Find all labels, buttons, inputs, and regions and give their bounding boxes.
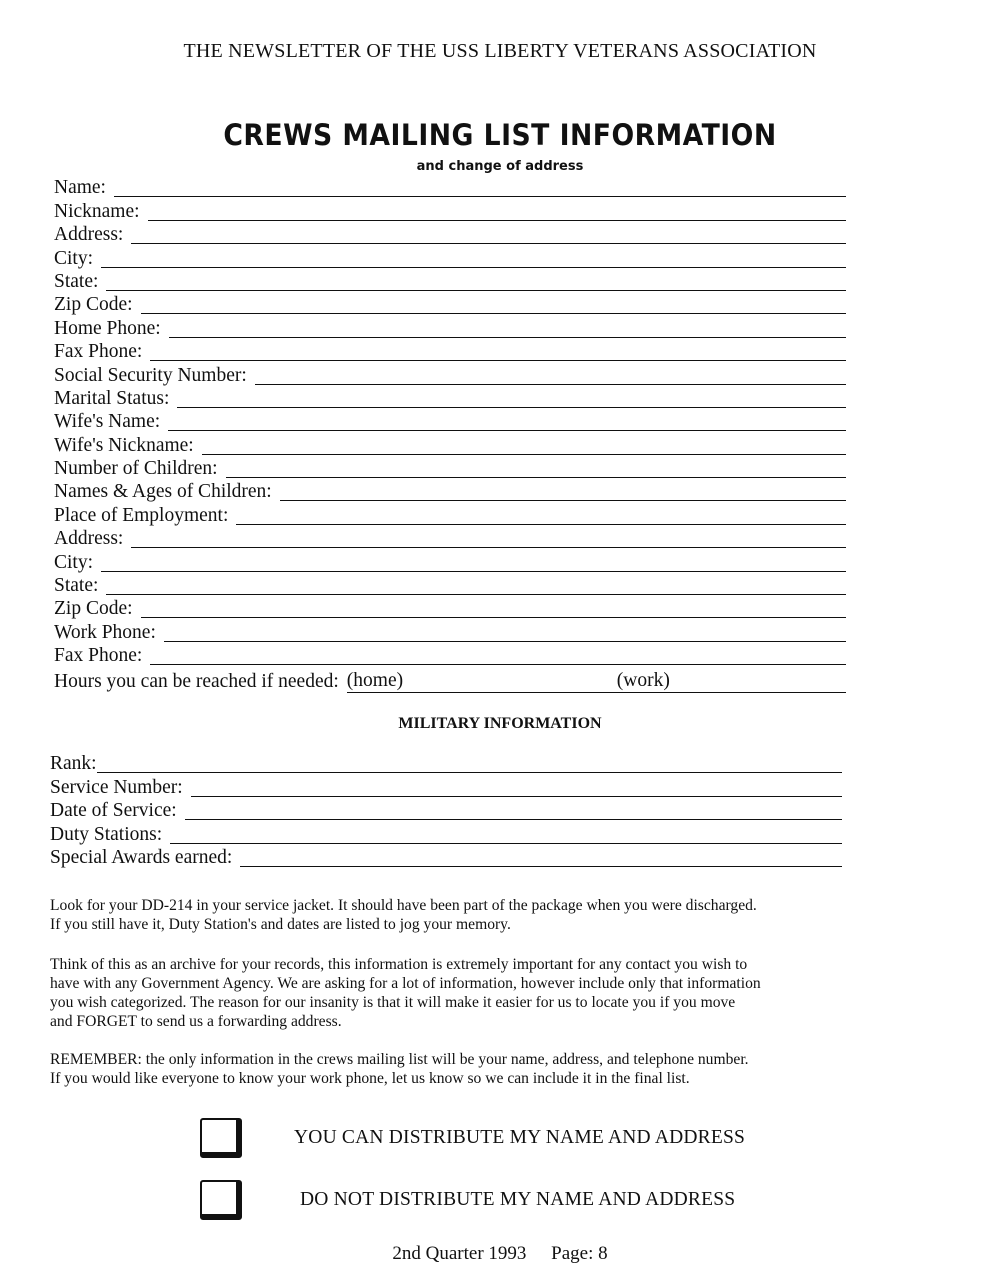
- field-work-city[interactable]: [54, 550, 846, 573]
- field-label: State:: [54, 575, 99, 597]
- field-label: Service Number:: [50, 776, 183, 798]
- input-line[interactable]: [236, 523, 846, 525]
- input-line[interactable]: [150, 663, 846, 665]
- hours-home-label: (home): [346, 670, 404, 692]
- hours-work-label: (work): [616, 670, 670, 692]
- field-duty-stations[interactable]: [50, 822, 842, 845]
- field-number-of-children[interactable]: [54, 457, 846, 480]
- field-date-of-service[interactable]: [50, 799, 842, 822]
- input-line[interactable]: [106, 289, 846, 291]
- field-label: Social Security Number:: [54, 364, 247, 386]
- field-marital-status[interactable]: [54, 387, 846, 410]
- field-city[interactable]: [54, 246, 846, 269]
- input-line[interactable]: [131, 242, 846, 244]
- field-label: Date of Service:: [50, 800, 177, 822]
- input-line[interactable]: [185, 818, 842, 820]
- issue-label: 2nd Quarter 1993: [392, 1243, 527, 1264]
- field-label: Duty Stations:: [50, 823, 163, 845]
- input-line[interactable]: [114, 195, 846, 197]
- input-line[interactable]: [101, 570, 846, 572]
- input-line[interactable]: [169, 336, 846, 338]
- field-label: Wife's Name:: [54, 411, 161, 433]
- input-line[interactable]: [255, 383, 846, 385]
- field-work-fax-phone[interactable]: [54, 644, 846, 667]
- field-label: Rank:: [50, 753, 97, 775]
- field-address[interactable]: [54, 223, 846, 246]
- input-line[interactable]: [164, 640, 846, 642]
- paragraph-line: Think of this as an archive for your records, this information is extremely important for any contact you wish to: [50, 956, 748, 973]
- field-work-phone[interactable]: [54, 620, 846, 643]
- archive-paragraph: [50, 955, 910, 1031]
- field-service-number[interactable]: [50, 775, 842, 798]
- field-label: Number of Children:: [54, 458, 218, 480]
- field-ssn[interactable]: [54, 363, 846, 386]
- input-line[interactable]: [141, 616, 846, 618]
- field-label: Work Phone:: [54, 621, 156, 643]
- paragraph-line: Look for your DD-214 in your service jacket. It should have been part of the package when you were discharged.: [50, 897, 757, 914]
- dd214-paragraph: [50, 896, 910, 934]
- input-line[interactable]: [177, 406, 846, 408]
- input-line[interactable]: [240, 865, 842, 867]
- field-state[interactable]: [54, 270, 846, 293]
- field-label: Zip Code:: [54, 598, 133, 620]
- do-not-distribute-label: DO NOT DISTRIBUTE MY NAME AND ADDRESS: [300, 1189, 736, 1210]
- input-line[interactable]: [280, 499, 846, 501]
- field-wifes-name[interactable]: [54, 410, 846, 433]
- option-distribute[interactable]: [200, 1118, 745, 1158]
- remember-paragraph: [50, 1050, 910, 1088]
- field-label: Address:: [54, 224, 124, 246]
- field-hours-reachable[interactable]: [54, 667, 846, 693]
- paragraph-line: and FORGET to send us a forwarding address.: [50, 1013, 342, 1030]
- field-label: Zip Code:: [54, 294, 133, 316]
- field-label: Special Awards earned:: [50, 846, 233, 868]
- field-home-phone[interactable]: [54, 316, 846, 339]
- field-label: Home Phone:: [54, 317, 161, 339]
- input-line[interactable]: [226, 476, 846, 478]
- newsletter-header: THE NEWSLETTER OF THE USS LIBERTY VETERANS ASSOCIATION: [183, 40, 817, 62]
- field-label: Fax Phone:: [54, 341, 143, 363]
- distribute-checkbox[interactable]: [200, 1118, 242, 1158]
- input-line[interactable]: [148, 219, 846, 221]
- input-line[interactable]: [101, 266, 846, 268]
- military-fields: [50, 752, 842, 869]
- field-name[interactable]: [54, 176, 846, 199]
- paragraph-line: REMEMBER: the only information in the crews mailing list will be your name, address, and telephone number.: [50, 1051, 749, 1068]
- field-label: Address:: [54, 528, 124, 550]
- input-line[interactable]: [170, 842, 842, 844]
- paragraph-line: have with any Government Agency. We are asking for a lot of information, however include only that information: [50, 975, 761, 992]
- field-place-of-employment[interactable]: [54, 503, 846, 526]
- field-label: City:: [54, 247, 94, 269]
- page-footer: [0, 1243, 1000, 1265]
- field-work-address[interactable]: [54, 527, 846, 550]
- field-nickname[interactable]: [54, 199, 846, 222]
- page-number: Page: 8: [551, 1243, 608, 1264]
- field-rank[interactable]: [50, 752, 842, 775]
- field-work-state[interactable]: [54, 574, 846, 597]
- field-label: City:: [54, 551, 94, 573]
- distribute-label: YOU CAN DISTRIBUTE MY NAME AND ADDRESS: [294, 1127, 746, 1148]
- field-label: Hours you can be reached if needed:: [54, 671, 339, 693]
- field-children-names-ages[interactable]: [54, 480, 846, 503]
- field-label: Place of Employment:: [54, 504, 229, 526]
- input-line[interactable]: [106, 593, 846, 595]
- field-label: Fax Phone:: [54, 645, 143, 667]
- input-line[interactable]: [131, 546, 846, 548]
- field-label: Wife's Nickname:: [54, 434, 194, 456]
- input-line[interactable]: [168, 429, 846, 431]
- field-special-awards[interactable]: [50, 846, 842, 869]
- paragraph-line: If you still have it, Duty Station's and dates are listed to jog your memory.: [50, 916, 511, 933]
- field-label: Nickname:: [54, 200, 140, 222]
- input-line[interactable]: [141, 312, 846, 314]
- input-line[interactable]: [150, 359, 846, 361]
- do-not-distribute-checkbox[interactable]: [200, 1180, 242, 1220]
- field-label: State:: [54, 270, 99, 292]
- field-wifes-nickname[interactable]: [54, 433, 846, 456]
- form-subtitle: and change of address: [416, 159, 584, 174]
- paragraph-line: you wish categorized. The reason for our insanity is that it will make it easier for us to locate you if you move: [50, 994, 736, 1011]
- field-label: Name:: [54, 177, 106, 199]
- option-do-not-distribute[interactable]: [200, 1180, 735, 1220]
- field-label: Marital Status:: [54, 387, 170, 409]
- hours-input-line[interactable]: [347, 669, 846, 693]
- personal-fields: [54, 176, 846, 693]
- input-line[interactable]: [97, 771, 842, 773]
- field-label: Names & Ages of Children:: [54, 481, 272, 503]
- field-zip-code[interactable]: [54, 293, 846, 316]
- military-heading: MILITARY INFORMATION: [398, 715, 602, 732]
- input-line[interactable]: [202, 453, 846, 455]
- form-title: CREWS MAILING LIST INFORMATION: [223, 118, 777, 152]
- paragraph-line: If you would like everyone to know your work phone, let us know so we can include it in the final list.: [50, 1070, 690, 1087]
- field-work-zip-code[interactable]: [54, 597, 846, 620]
- input-line[interactable]: [191, 795, 842, 797]
- field-fax-phone[interactable]: [54, 340, 846, 363]
